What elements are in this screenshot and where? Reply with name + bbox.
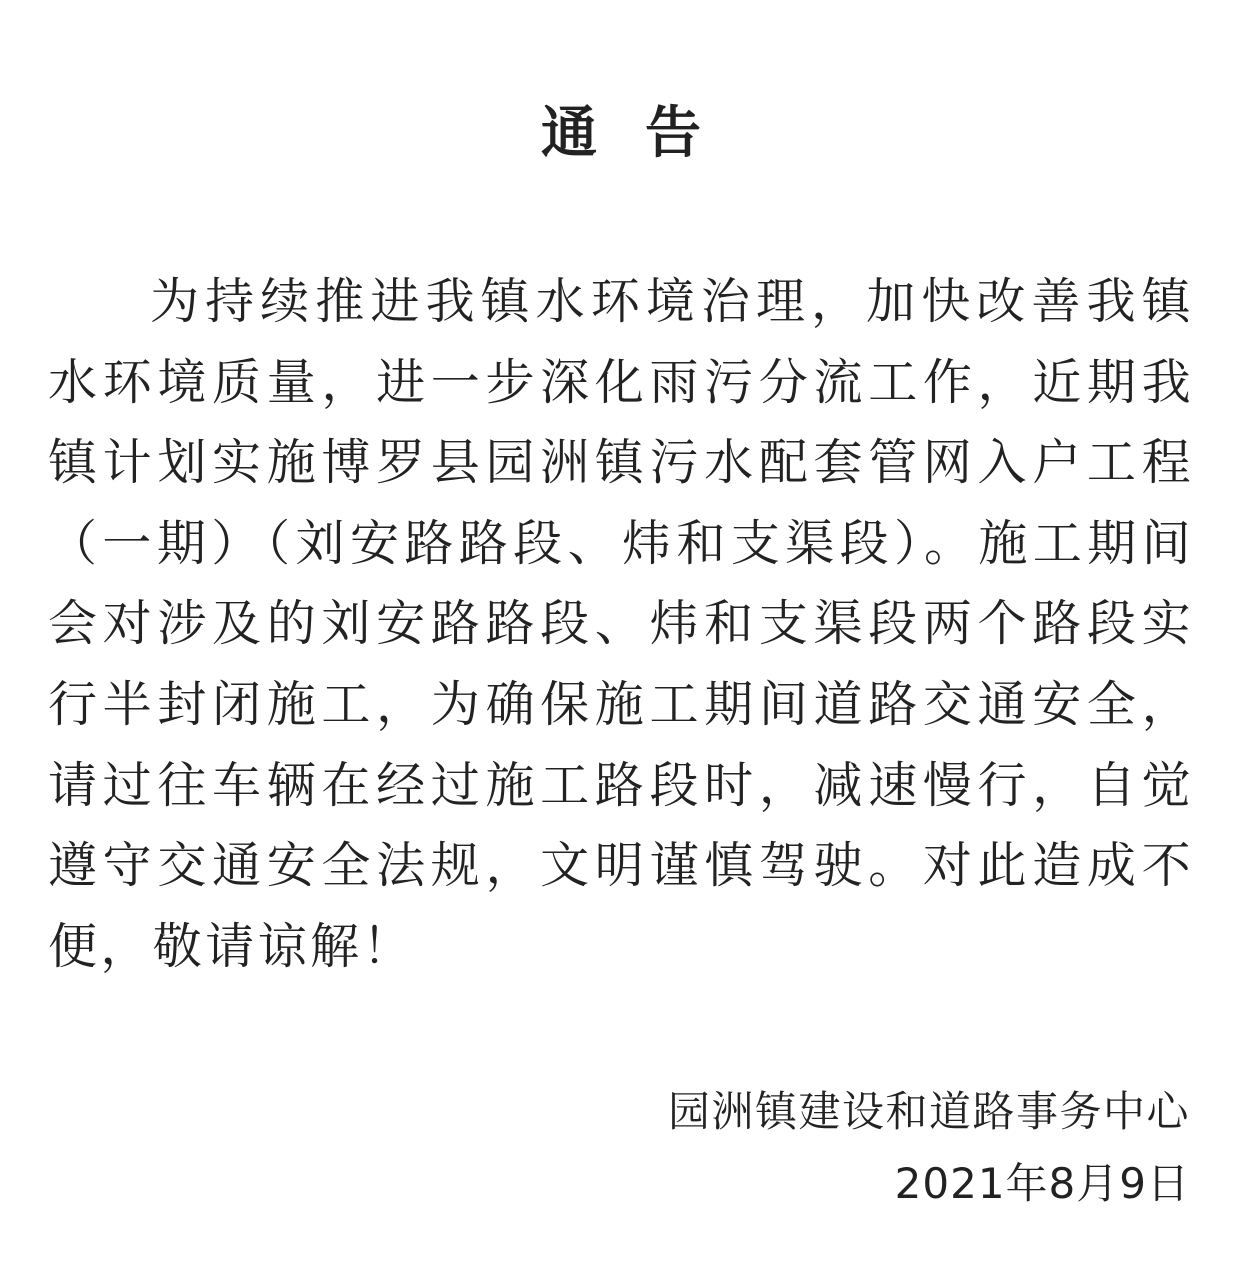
signature-block: [668, 1076, 1190, 1220]
issue-date: 2021年8月9日: [894, 1159, 1190, 1208]
issuer-name: 园洲镇建设和道路事务中心: [667, 1087, 1190, 1136]
notice-title: 通告: [541, 101, 749, 166]
notice-body: 为持续推进我镇水环境治理，加快改善我镇水环境质量，进一步深化雨污分流工作，近期我镇计划实施博罗县园洲镇污水配套管网入户工程（一期）（刘安路路段、炜和支渠段）。施工期间会对涉及的刘安路路段、炜和支渠段两个路段实行半封闭施工，为确保施工期间道路交通安全，请过往车辆在经过施工路段时，减速慢行，自觉遵守交通安全法规，文明谨慎驾驶。对此造成不便，敬请谅解！: [48, 273, 1194, 975]
